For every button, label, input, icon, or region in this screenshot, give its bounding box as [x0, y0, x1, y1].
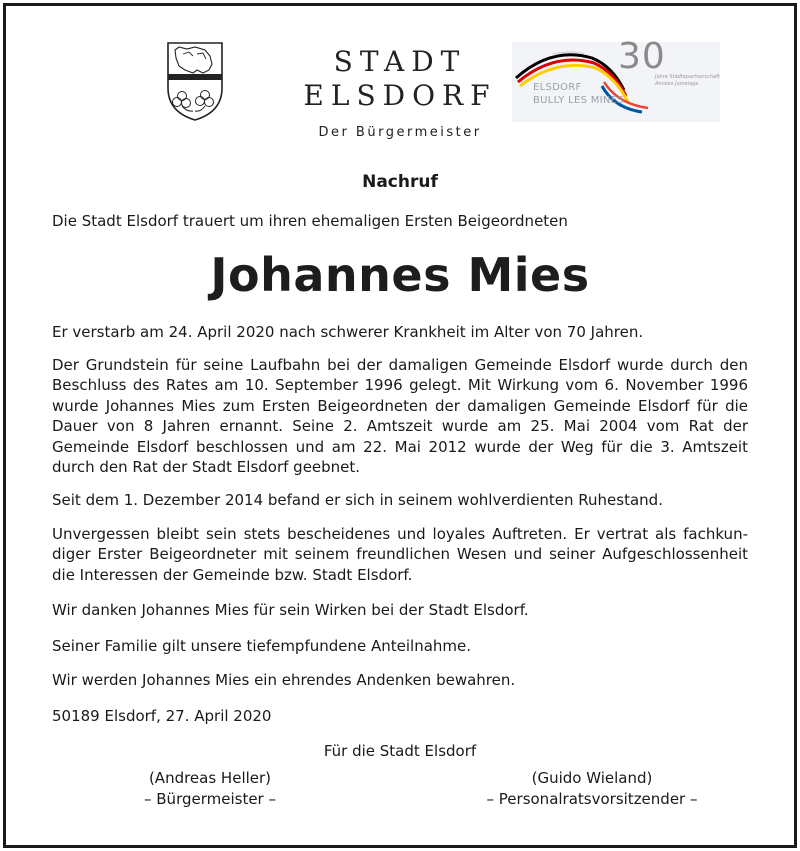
paragraph-remembrance: Wir werden Johannes Mies ein ehrendes Andenken bewahren. [52, 671, 516, 689]
mayor-subtitle: Der Bürgermeister [318, 125, 482, 140]
jubilee-towns [533, 81, 624, 107]
jubilee-tagline-line2: Années Jumelage [655, 81, 699, 87]
elsdorf-coat-of-arms-icon [165, 40, 225, 122]
signature-left [60, 768, 360, 810]
signature-left-name: (Andreas Heller) [148, 769, 272, 787]
signature-left-role: – Bürgermeister – [144, 790, 276, 808]
paragraph-thanks: Wir danken Johannes Mies für sein Wirken bei der Stadt Elsdorf. [52, 601, 529, 619]
paragraph-retirement: Seit dem 1. Dezember 2014 befand er sich in seinem wohlverdienten Ruhestand. [52, 491, 663, 509]
notice-heading: Nachruf [362, 172, 438, 192]
place-date: 50189 Elsdorf, 27. April 2020 [52, 707, 272, 725]
signature-right-name: (Guido Wieland) [531, 769, 653, 787]
jubilee-town-line1: ELSDORF [533, 82, 582, 93]
signature-right-role: – Personalratsvorsitzender – [486, 790, 698, 808]
signature-right [442, 768, 742, 810]
notice-intro: Die Stadt Elsdorf trauert um ihren ehemaligen Ersten Beigeordneten [52, 212, 568, 230]
paragraph-death: Er verstarb am 24. April 2020 nach schwerer Krankheit im Alter von 70 Jahren. [52, 323, 644, 341]
paragraph-condolence: Seiner Familie gilt unsere tiefempfundene Anteilnahme. [52, 637, 472, 655]
jubilee-number: 30 [618, 36, 666, 77]
jubilee-tagline [655, 74, 720, 88]
deceased-name: Johannes Mies [210, 248, 590, 302]
city-title-line2: ELSDORF [303, 79, 497, 112]
paragraph-character: Unvergessen bleibt sein stets bescheidenes und loyales Auftreten. Er vertrat als fachkun-diger Erster Beigeordneter mit seinem freundlichen Wesen und seiner Aufgeschlossenheit die Interessen der Gemeinde bzw. Stadt Elsdorf. [52, 525, 748, 584]
on-behalf-line: Für die Stadt Elsdorf [323, 742, 477, 760]
paragraph-career: Der Grundstein für seine Laufbahn bei der damaligen Gemeinde Elsdorf wurde durch den Beschluss des Rates am 10. September 1996 gelegt. Mit Wirkung vom 6. November 1996 wurde Johannes Mies zum Ersten Beigeordneten der damaligen Gemeinde Elsdorf für die Dauer von 8 Jahren ernannt. Seine 2. Amtszeit wurde am 25. Mai 2004 vom Rat der Gemeinde Elsdorf beschlossen und am 22. Mai 2012 wurde der Weg für die 3. Amtszeit durch den Rat der Stadt Elsdorf geebnet. [52, 356, 748, 477]
city-title [300, 45, 500, 113]
jubilee-tagline-line1: Jahre Städtepartnerschaft [655, 74, 720, 80]
jubilee-town-line2: BULLY LES MINES [533, 95, 624, 106]
city-title-line1: STADT [333, 45, 467, 78]
